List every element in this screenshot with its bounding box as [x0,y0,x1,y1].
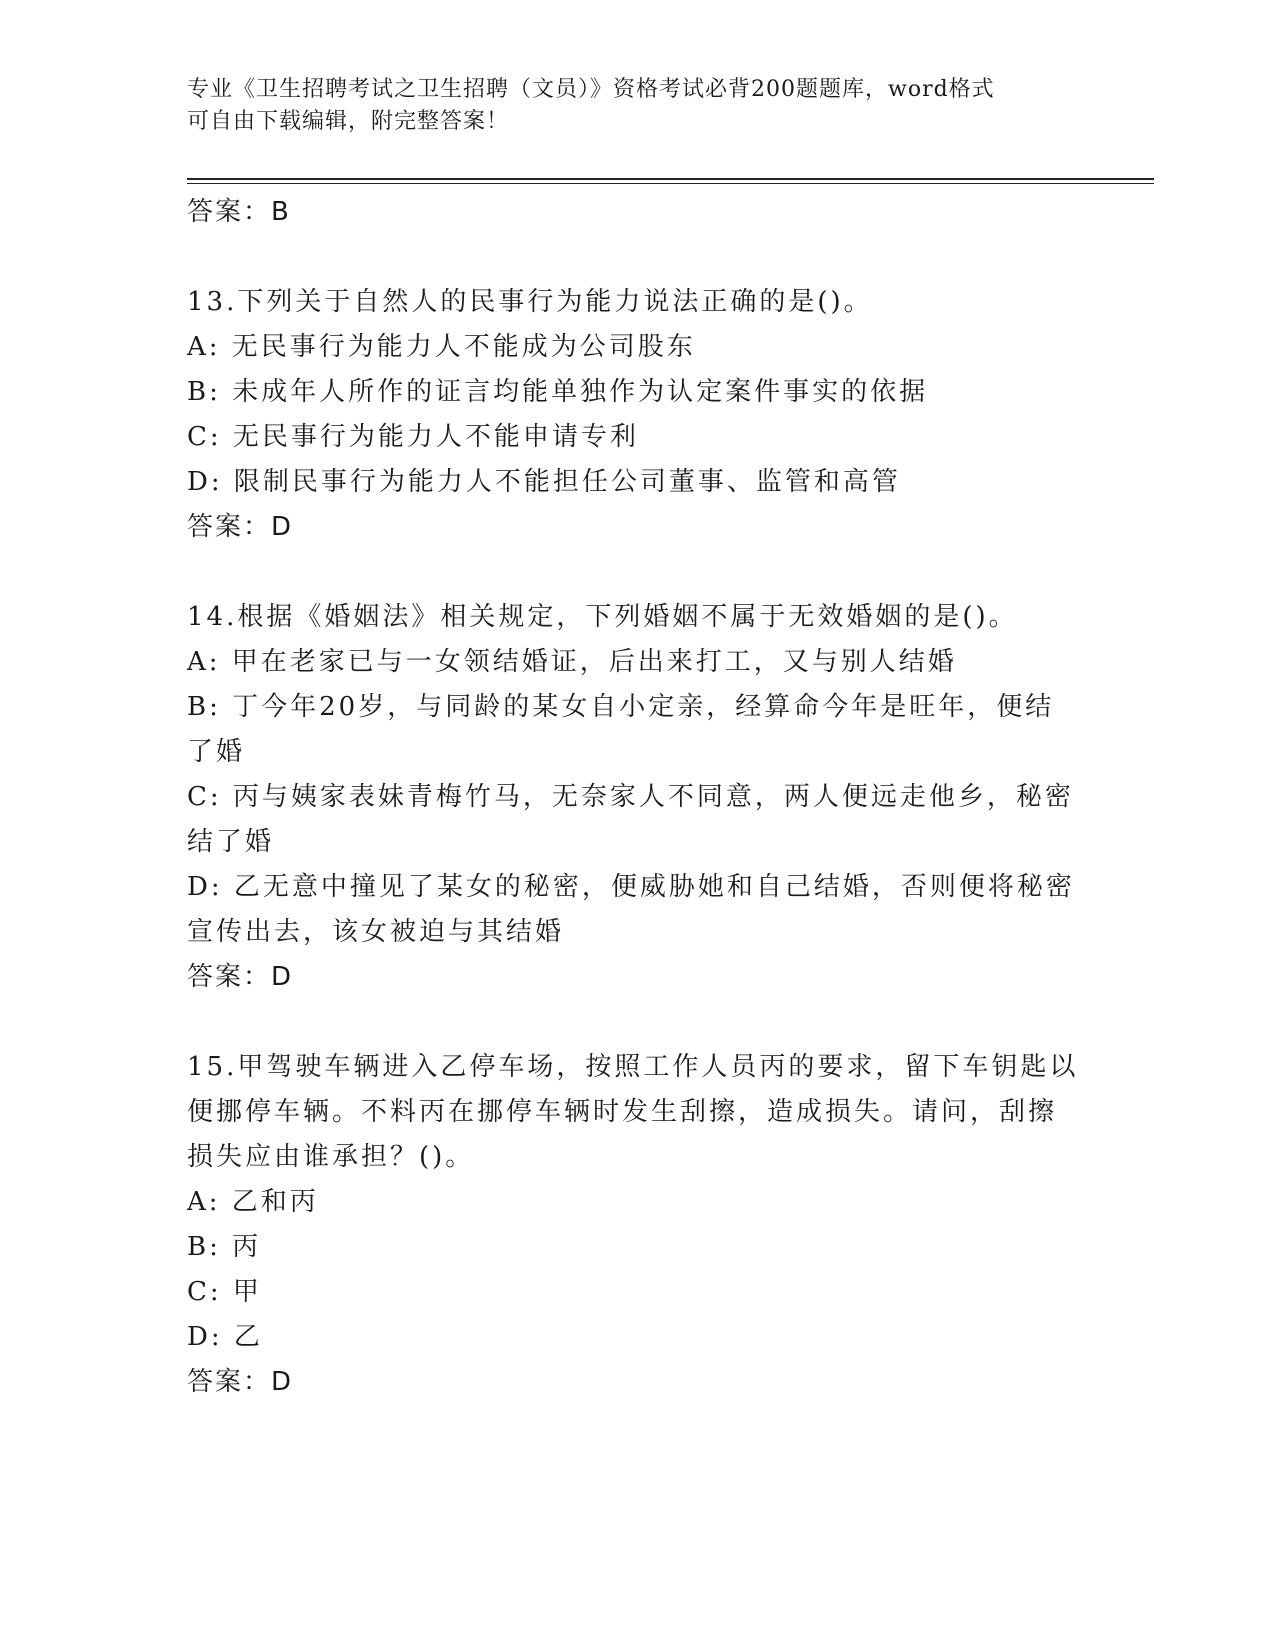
question-13-option-a: A: 无民事行为能力人不能成为公司股东 [187,332,696,362]
question-14-option-b: B: 丁今年20岁，与同龄的某女自小定亲，经算命今年是旺年，便结 [187,692,1055,722]
document-body [187,190,1087,1405]
spacer [187,1000,1087,1045]
question-14-option-d-cont: 宣传出去，该女被迫与其结婚 [187,917,565,947]
answer-previous: 答案：B [187,197,291,227]
question-14-answer: 答案：D [187,962,294,992]
question-13-answer: 答案：D [187,512,294,542]
spacer [187,550,1087,595]
question-13-option-b: B: 未成年人所作的证言均能单独作为认定案件事实的依据 [187,377,929,407]
question-15-stem: 15.甲驾驶车辆进入乙停车场，按照工作人员丙的要求，留下车钥匙以 [187,1052,1079,1082]
question-15-stem-cont: 损失应由谁承担？()。 [187,1142,475,1172]
page-header [187,74,1067,138]
question-15-answer: 答案：D [187,1367,294,1397]
question-14 [187,595,1087,1000]
question-14-option-b-cont: 了婚 [187,737,246,767]
question-15 [187,1045,1087,1405]
question-14-option-d: D: 乙无意中撞见了某女的秘密，便威胁她和自己结婚，否则便将秘密 [187,872,1075,902]
header-title-line1: 专业《卫生招聘考试之卫生招聘（文员）》资格考试必背200题题库，word格式 [187,77,995,102]
question-14-option-c: C: 丙与姨家表妹青梅竹马，无奈家人不同意，两人便远走他乡，秘密 [187,782,1074,812]
header-divider-thick [187,178,1154,180]
question-15-option-c: C: 甲 [187,1277,262,1307]
question-13-stem: 13.下列关于自然人的民事行为能力说法正确的是()。 [187,287,873,317]
question-13 [187,280,1087,550]
question-14-option-c-cont: 结了婚 [187,827,275,857]
question-14-stem: 14.根据《婚姻法》相关规定，下列婚姻不属于无效婚姻的是()。 [187,602,1018,632]
question-13-option-d: D: 限制民事行为能力人不能担任公司董事、监管和高管 [187,467,901,497]
spacer [187,235,1087,280]
question-15-option-b: B: 丙 [187,1232,262,1262]
question-15-stem-cont: 便挪停车辆。不料丙在挪停车辆时发生刮擦，造成损失。请问，刮擦 [187,1097,1058,1127]
header-divider-thin [187,183,1154,184]
question-14-option-a: A: 甲在老家已与一女领结婚证，后出来打工，又与别人结婚 [187,647,957,677]
header-title-line2: 可自由下载编辑，附完整答案！ [187,109,510,134]
question-15-option-d: D: 乙 [187,1322,263,1352]
question-15-option-a: A: 乙和丙 [187,1187,319,1217]
question-13-option-c: C: 无民事行为能力人不能申请专利 [187,422,639,452]
